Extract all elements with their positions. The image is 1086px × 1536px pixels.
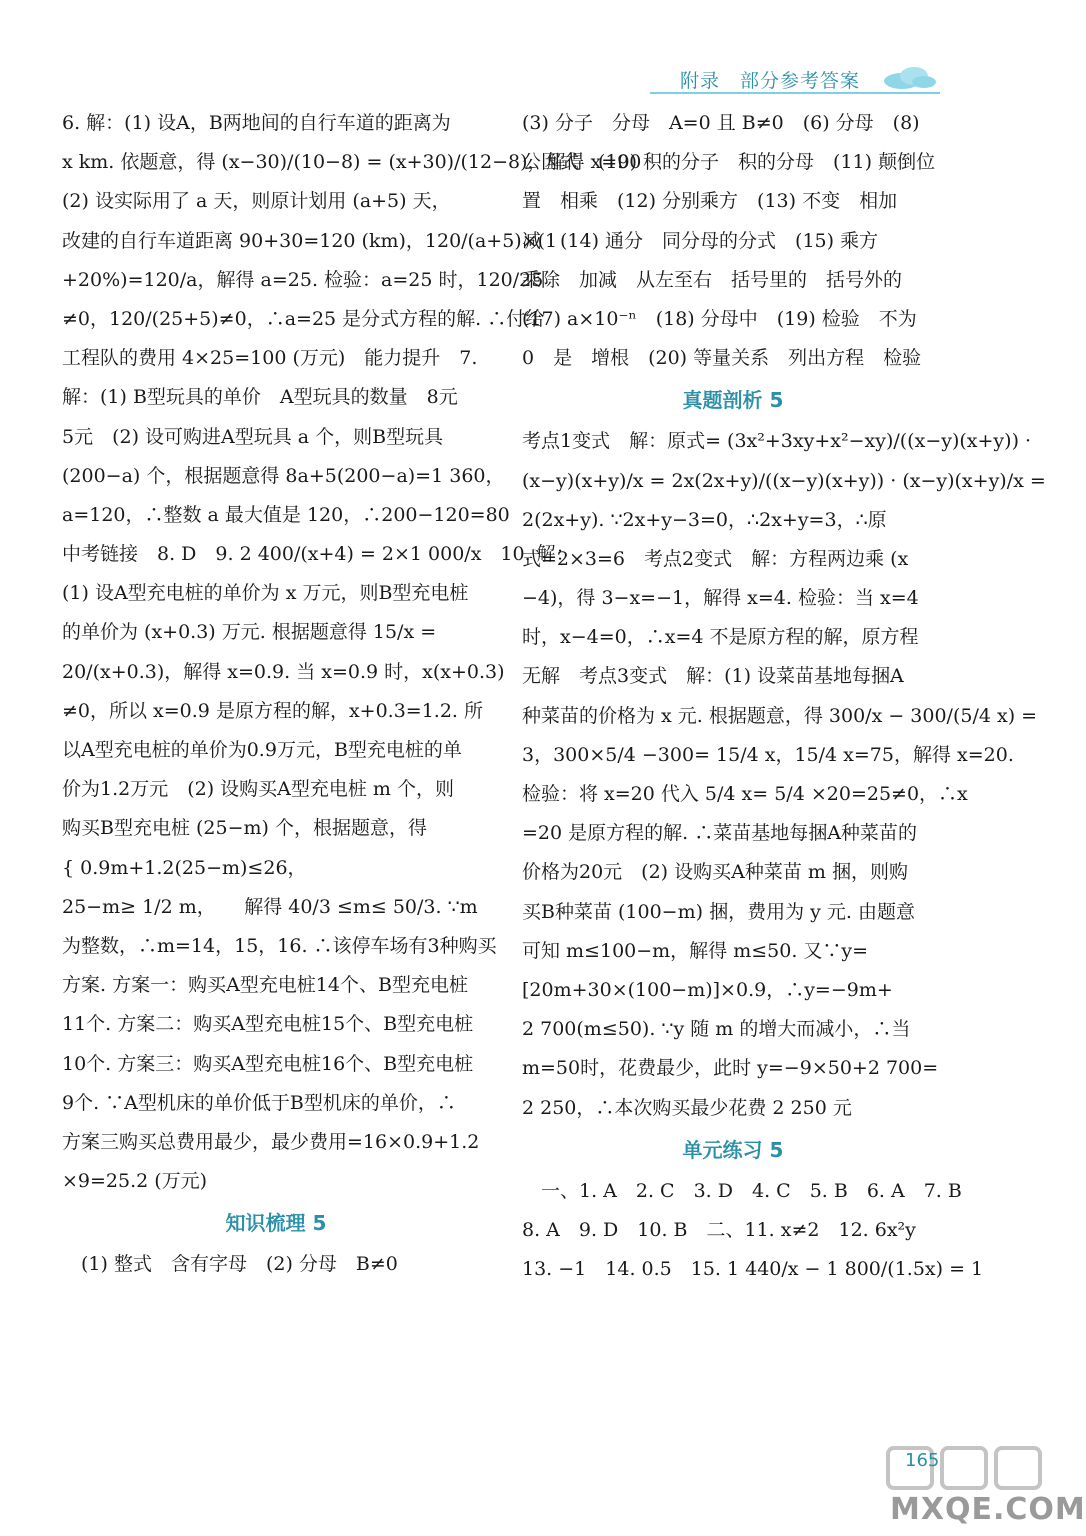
text-line: a=120，∴整数 a 最大值是 120，∴200−120=80 bbox=[62, 503, 510, 526]
text-line: (2) 设实际用了 a 天，则原计划用 (a+5) 天， bbox=[62, 190, 451, 213]
text-line: [20m+30×(100−m)]×0.9，∴y=−9m+ bbox=[522, 978, 893, 1001]
text-line: 乘除 加减 从左至右 括号里的 括号外的 bbox=[522, 268, 903, 291]
text-line: 可知 m≤100−m，解得 m≤50. 又∵y= bbox=[522, 939, 869, 962]
text-line: 9个. ∵A型机床的单价低于B型机床的单价，∴ bbox=[62, 1091, 456, 1114]
text-line: 2 700(m≤50). ∵y 随 m 的增大而减小，∴当 bbox=[522, 1018, 911, 1041]
text-line: 一、1. A 2. C 3. D 4. C 5. B 6. A 7. B bbox=[522, 1179, 962, 1202]
text-line: 方案. 方案一：购买A型充电桩14个、B型充电桩 bbox=[62, 974, 468, 997]
text-line: (3) 分子 分母 A=0 且 B≠0 (6) 分母 (8) bbox=[522, 112, 920, 134]
header-rule bbox=[650, 92, 940, 94]
text-line: 价为1.2万元 (2) 设购买A型充电桩 m 个，则 bbox=[62, 778, 454, 801]
text-line: 无解 考点3变式 解：(1) 设菜苗基地每捆A bbox=[522, 665, 904, 688]
page-number: 165 bbox=[905, 1450, 940, 1471]
text-line: +20%)=120/a，解得 a=25. 检验：a=25 时，120/25 bbox=[62, 268, 544, 291]
text-line: 置 相乘 (12) 分别乘方 (13) 不变 相加 bbox=[522, 190, 898, 213]
text-line: 中考链接 8. D 9. 2 400/(x+4) = 2×1 000/x 10. 解： bbox=[62, 543, 575, 566]
text-line: 11个. 方案二：购买A型充电桩15个、B型充电桩 bbox=[62, 1013, 474, 1036]
text-line: =20 是原方程的解. ∴菜苗基地每捆A种菜苗的 bbox=[522, 822, 917, 845]
text-line: (17) a×10⁻ⁿ (18) 分母中 (19) 检验 不为 bbox=[522, 307, 917, 330]
left-column bbox=[62, 104, 642, 1284]
text-line: x km. 依题意，得 (x−30)/(10−8) = (x+30)/(12−8)，解得 x=90 bbox=[62, 151, 642, 174]
text-line: 检验：将 x=20 代入 5/4 x= 5/4 ×20=25≠0，∴x bbox=[522, 783, 968, 805]
section-title: 知识梳理 5 bbox=[225, 1211, 327, 1236]
section-title: 真题剖析 5 bbox=[682, 388, 784, 413]
text-line: 买B种菜苗 (100−m) 捆，费用为 y 元. 由题意 bbox=[522, 900, 915, 923]
text-line: 6. 解：(1) 设A，B两地间的自行车道的距离为 bbox=[62, 112, 451, 134]
text-line: (1) 设A型充电桩的单价为 x 万元，则B型充电桩 bbox=[62, 582, 469, 605]
text-line: 解：(1) B型玩具的单价 A型玩具的数量 8元 bbox=[62, 386, 458, 409]
text-line: 方案三购买总费用最少，最少费用=16×0.9+1.2 bbox=[62, 1130, 480, 1153]
watermark-text: MXQE.COM bbox=[890, 1492, 1086, 1527]
text-line: 10个. 方案三：购买A型充电桩16个、B型充电桩 bbox=[62, 1052, 474, 1075]
text-line: 以A型充电桩的单价为0.9万元，B型充电桩的单 bbox=[62, 739, 462, 761]
text-line: 2 250，∴本次购买最少花费 2 250 元 bbox=[522, 1096, 852, 1119]
text-line: ≠0，所以 x=0.9 是原方程的解，x+0.3=1.2. 所 bbox=[62, 699, 484, 722]
text-line: 减 (14) 通分 同分母的分式 (15) 乘方 bbox=[522, 229, 879, 252]
text-line: 8. A 9. D 10. B 二、11. x≠2 12. 6x²y bbox=[522, 1218, 916, 1241]
text-line: { 0.9m+1.2(25−m)≤26， bbox=[62, 856, 307, 879]
text-line: (x−y)(x+y)/x = 2x(2x+y)/((x−y)(x+y)) · (x−y)(x+y)/x = bbox=[522, 469, 1046, 492]
cloud-icon bbox=[882, 64, 938, 90]
text-line: ≠0，120/(25+5)≠0，∴a=25 是分式方程的解. ∴付给 bbox=[62, 307, 545, 330]
text-line: 为整数，∴m=14，15，16. ∴该停车场有3种购买 bbox=[62, 934, 497, 957]
text-line: 0 是 增根 (20) 等量关系 列出方程 检验 bbox=[522, 347, 922, 370]
text-line: (1) 整式 含有字母 (2) 分母 B≠0 bbox=[62, 1253, 398, 1276]
text-line: 考点1变式 解：原式= (3x²+3xy+x²−xy)/((x−y)(x+y)) · bbox=[522, 430, 1032, 453]
page-header bbox=[650, 60, 950, 100]
text-line: −4)，得 3−x=−1，解得 x=4. 检验：当 x=4 bbox=[522, 587, 919, 610]
text-line: 13. −1 14. 0.5 15. 1 440/x − 1 800/(1.5x) = 1 bbox=[522, 1258, 984, 1281]
text-line: 公因式 (10) 积的分子 积的分母 (11) 颠倒位 bbox=[522, 151, 936, 174]
text-line: 25−m≥ 1/2 m， 解得 40/3 ≤m≤ 50/3. ∵m bbox=[62, 895, 478, 918]
text-line: 5元 (2) 设可购进A型玩具 a 个，则B型玩具 bbox=[62, 425, 444, 448]
text-line: 价格为20元 (2) 设购买A种菜苗 m 捆，则购 bbox=[522, 861, 908, 884]
section-title: 单元练习 5 bbox=[682, 1137, 784, 1162]
text-line: 购买B型充电桩 (25−m) 个，根据题意，得 bbox=[62, 817, 427, 840]
text-line: m=50时，花费最少，此时 y=−9×50+2 700= bbox=[522, 1057, 939, 1080]
text-line: ×9=25.2 (万元) bbox=[62, 1170, 208, 1193]
right-column bbox=[522, 104, 1046, 1289]
header-title: 附录 部分参考答案 bbox=[680, 70, 861, 92]
text-line: 工程队的费用 4×25=100 (万元) 能力提升 7. bbox=[62, 347, 478, 370]
text-line: (200−a) 个，根据题意得 8a+5(200−a)=1 360， bbox=[62, 464, 505, 487]
text-line: 3，300×5/4 −300= 15/4 x，15/4 x=75，解得 x=20. bbox=[522, 743, 1014, 766]
text-line: 2(2x+y). ∵2x+y−3=0，∴2x+y=3，∴原 bbox=[522, 508, 887, 531]
text-line: 种菜苗的价格为 x 元. 根据题意，得 300/x − 300/(5/4 x) = bbox=[522, 704, 1038, 727]
text-line: 时，x−4=0，∴x=4 不是原方程的解，原方程 bbox=[522, 626, 919, 649]
text-line: 改建的自行车道距离 90+30=120 (km)，120/(a+5)×(1 bbox=[62, 229, 558, 252]
text-line: 20/(x+0.3)，解得 x=0.9. 当 x=0.9 时，x(x+0.3) bbox=[62, 660, 505, 683]
text-line: 的单价为 (x+0.3) 万元. 根据题意得 15/x = bbox=[62, 621, 437, 644]
text-line: 式=2×3=6 考点2变式 解：方程两边乘 (x bbox=[522, 547, 909, 570]
